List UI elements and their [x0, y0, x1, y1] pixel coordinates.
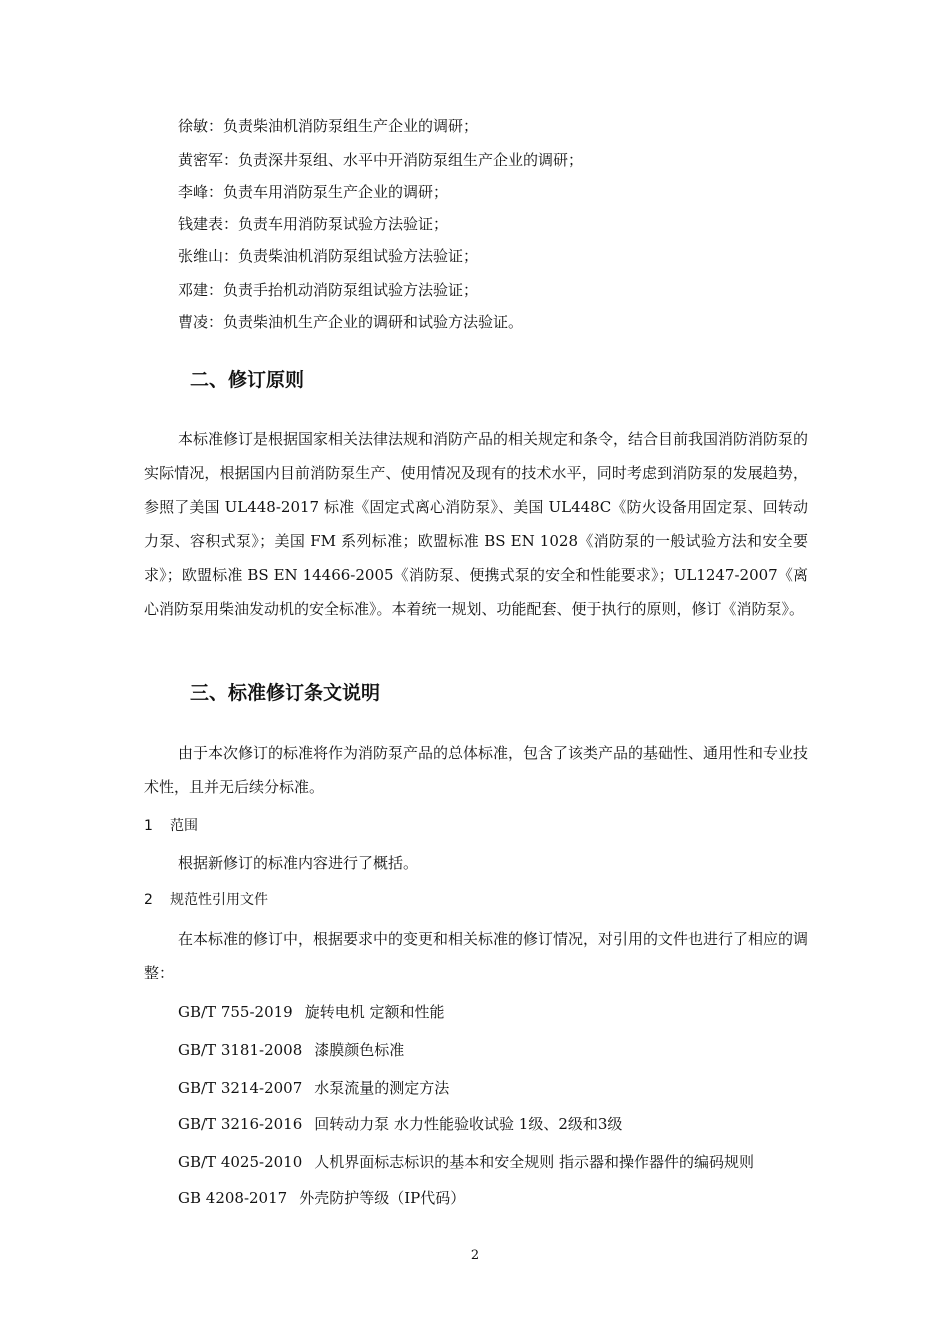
- page-number: 2: [470, 1248, 480, 1263]
- person-line-4: 钱建表：负责车用消防泵试验方法验证；: [178, 215, 449, 233]
- clause-2-title: 规范性引用文件: [170, 892, 268, 908]
- revision-principles-paragraph: 本标准修订是根据国家相关法律法规和消防产品的相关规定和条令，结合目前我国消防消防泵的实际情况，根据国内目前消防泵生产、使用情况及现有的技术水平，同时考虑到消防泵的发展趋势，参照了美国 UL448-2017 标准《固定式离心消防泵》、美国 UL448C《防火设备用固定泵、回转动力泵、容积式泵》；美国 FM 系列标准；欧盟标准 BS EN 1028《消防泵的一般试验方法和安全要求》；欧盟标准 BS EN 14466-2005《消防泵、便携式泵的安全和性能要求》；UL1247-2007《离心消防泵用柴油发动机的安全标准》。本着统一规划、功能配套、便于执行的原则，修订《消防泵》。: [144, 430, 809, 618]
- section-heading-revision-principles: 二、修订原则: [190, 369, 305, 391]
- reference-title: 回转动力泵 水力性能验收试验 1级、2级和3级: [314, 1115, 623, 1133]
- clause-1-heading: [144, 816, 198, 836]
- clause-1-number: 1: [144, 818, 153, 834]
- clause-2-text: 在本标准的修订中，根据要求中的变更和相关标准的修订情况，对引用的文件也进行了相应的调整：: [144, 930, 809, 982]
- reference-title: 旋转电机 定额和性能: [304, 1003, 445, 1021]
- reference-code: GB/T 3181-2008: [178, 1041, 303, 1059]
- clause-1-text: 根据新修订的标准内容进行了概括。: [178, 854, 419, 872]
- person-line-7: 曹凌：负责柴油机生产企业的调研和试验方法验证。: [178, 313, 524, 331]
- clause-2-heading: [144, 890, 268, 910]
- reference-item: [178, 1188, 465, 1208]
- person-line-2: 黄密军：负责深井泵组、水平中开消防泵组生产企业的调研；: [178, 151, 584, 169]
- reference-code: GB 4208-2017: [178, 1189, 288, 1207]
- person-line-6: 邓建：负责手抬机动消防泵组试验方法验证；: [178, 281, 479, 299]
- clause-2-number: 2: [144, 892, 153, 908]
- reference-title: 外壳防护等级（IP代码）: [299, 1189, 466, 1207]
- reference-item: [178, 1114, 622, 1134]
- reference-code: GB/T 3216-2016: [178, 1115, 303, 1133]
- person-line-3: 李峰：负责车用消防泵生产企业的调研；: [178, 183, 449, 201]
- reference-title: 漆膜颜色标准: [314, 1041, 405, 1059]
- reference-title: 水泵流量的测定方法: [314, 1079, 450, 1097]
- reference-code: GB/T 755-2019: [178, 1003, 293, 1021]
- reference-item: [178, 1002, 445, 1022]
- reference-item: [178, 1040, 404, 1060]
- reference-item: [178, 1152, 754, 1172]
- clause-explanation-intro: 由于本次修订的标准将作为消防泵产品的总体标准，包含了该类产品的基础性、通用性和专业技术性，且并无后续分标准。: [144, 744, 809, 796]
- clause-1-title: 范围: [170, 818, 198, 834]
- reference-code: GB/T 3214-2007: [178, 1079, 303, 1097]
- section-heading-clause-explanation: 三、标准修订条文说明: [190, 682, 381, 704]
- person-line-1: 徐敏：负责柴油机消防泵组生产企业的调研；: [178, 117, 479, 135]
- reference-code: GB/T 4025-2010: [178, 1153, 303, 1171]
- person-line-5: 张维山：负责柴油机消防泵组试验方法验证；: [178, 247, 479, 265]
- reference-item: [178, 1078, 449, 1098]
- reference-title: 人机界面标志标识的基本和安全规则 指示器和操作器件的编码规则: [314, 1153, 755, 1171]
